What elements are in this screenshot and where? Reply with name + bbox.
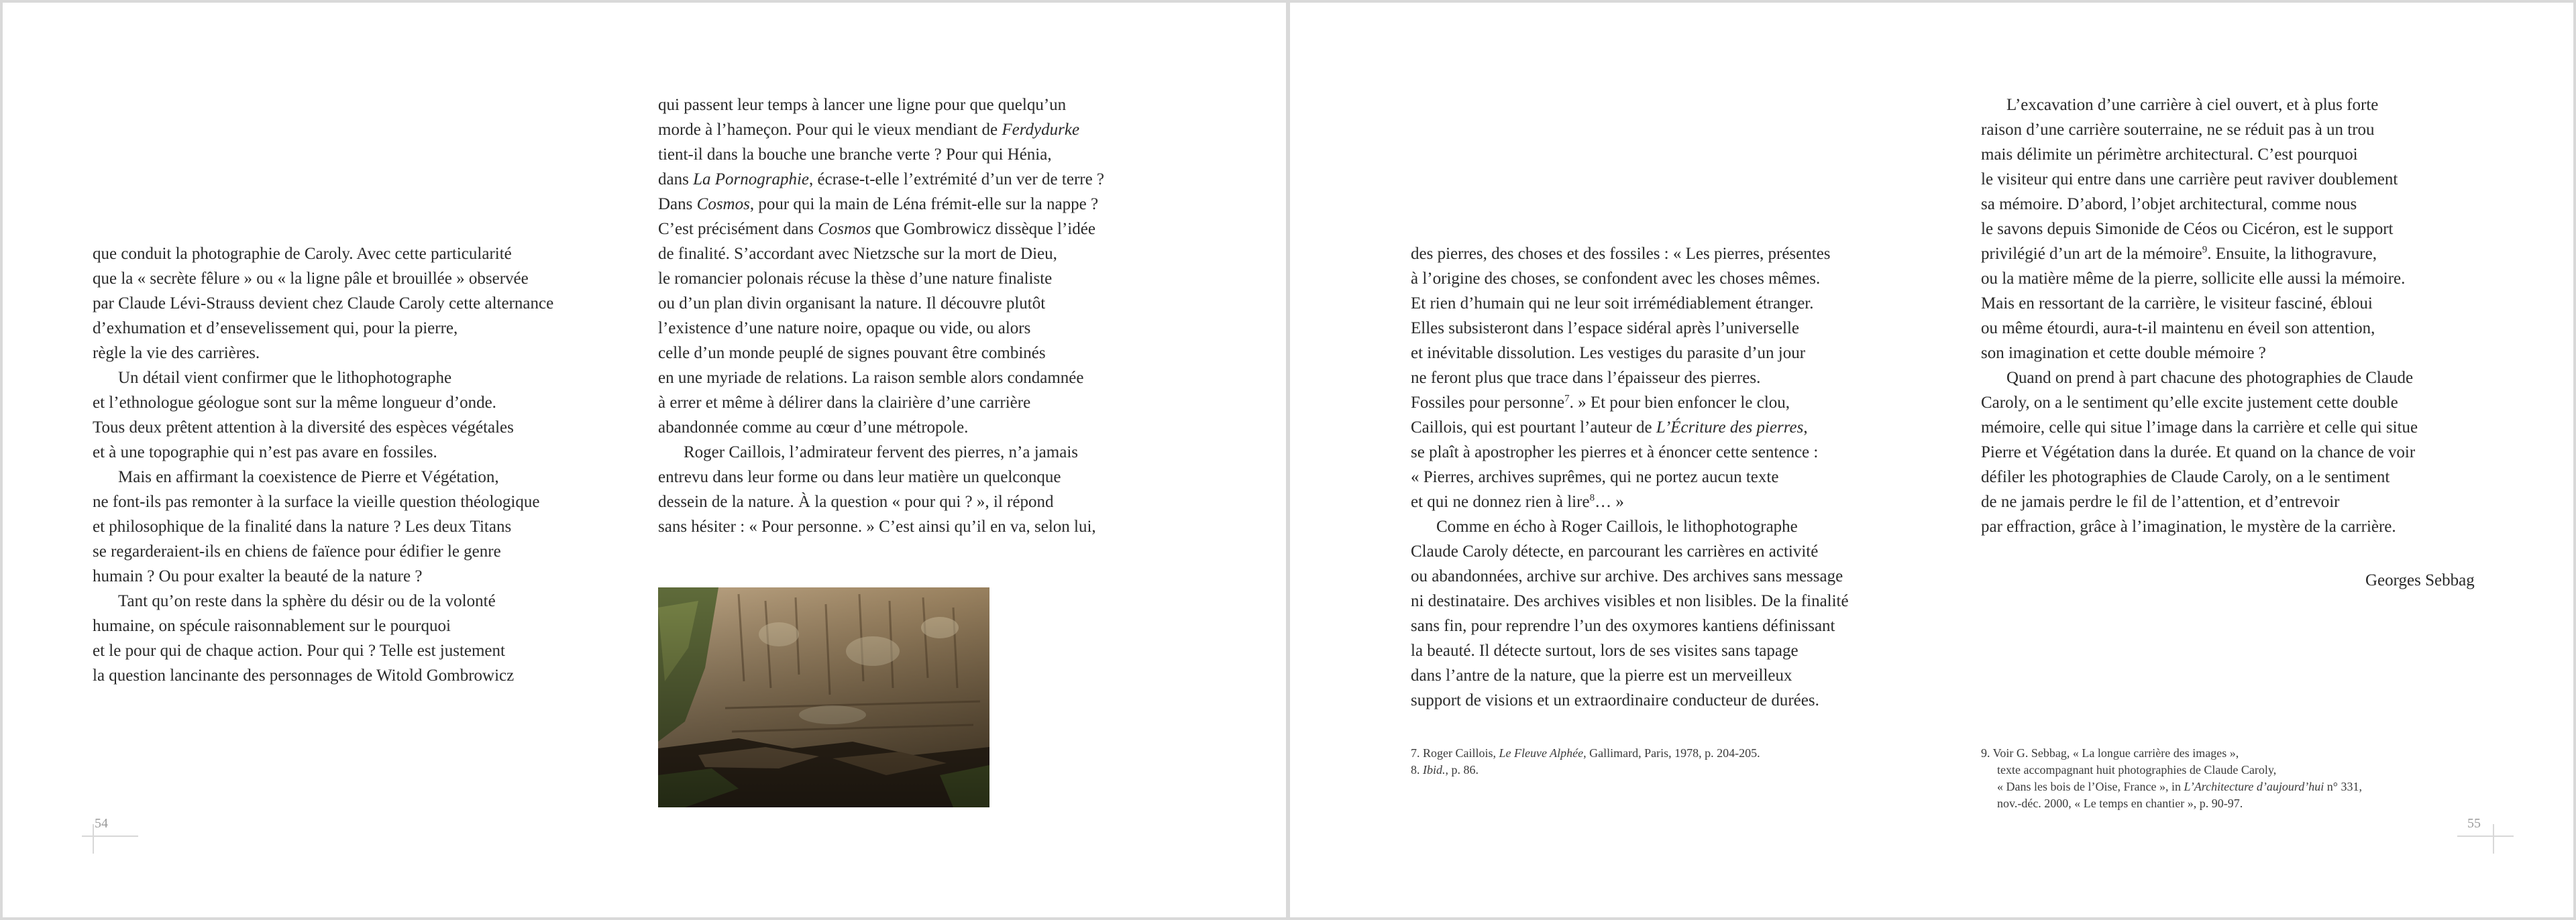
text-line: et le pour qui de chaque action. Pour qui ? Telle est justement — [93, 642, 505, 660]
text-line: ou abandonnées, archive sur archive. Des archives sans message — [1411, 567, 1843, 585]
text-line: abandonnée comme au cœur d’une métropole. — [658, 418, 969, 437]
text-line: que conduit la photographie de Caroly. Avec cette particularité — [93, 245, 512, 263]
text-line: Mais en ressortant de la carrière, le visiteur fasciné, ébloui — [1981, 294, 2373, 312]
text-line: et philosophique de la finalité dans la nature ? Les deux Titans — [93, 518, 512, 536]
text-line: privilégié d’un art de la mémoire$^9$. Ensuite, la lithogravure, — [1981, 244, 2377, 263]
text-line: qui passent leur temps à lancer une ligne pour que quelqu’un — [658, 96, 1067, 114]
text-line: la question lancinante des personnages de Witold Gombrowicz — [93, 667, 515, 685]
text-line: celle d’un monde peuplé de signes pouvant être combinés — [658, 344, 1046, 362]
text-line: mémoire, celle qui situe l’image dans la carrière et celle qui situe — [1981, 418, 2418, 437]
footnotes-right — [1981, 745, 2504, 812]
text-line: mais délimite un périmètre architectural. C’est pourquoi — [1981, 146, 2358, 164]
footnote-line: 9. Voir G. Sebbag, « La longue carrière des images », — [1981, 746, 2239, 760]
footnote-line: nov.-déc. 2000, « Le temps en chantier », p. 90-97. — [1997, 797, 2243, 810]
text-line: support de visions et un extraordinaire conducteur de durées. — [1411, 691, 1819, 709]
text-line: par Claude Lévi-Strauss devient chez Claude Caroly cette alternance — [93, 294, 554, 312]
text-line: de ne jamais perdre le fil de l’attention, et d’entrevoir — [1981, 493, 2340, 511]
text-line: et l’ethnologue géologue sont sur la même longueur d’onde. — [93, 394, 496, 412]
text-line: sa mémoire. D’abord, l’objet architectural, comme nous — [1981, 195, 2357, 213]
right-page-column-1 — [1411, 241, 1927, 713]
text-line: Claude Caroly détecte, en parcourant les carrières en activité — [1411, 542, 1819, 561]
text-line: « Pierres, archives suprêmes, qui ne portez aucun texte — [1411, 468, 1779, 486]
text-line: se plaît à apostropher les pierres et à énoncer cette sentence : — [1411, 443, 1819, 461]
text-line: Fossiles pour personne$^7$. » Et pour bien enfoncer le clou, — [1411, 393, 1790, 412]
page-number-left: 54 — [95, 816, 108, 831]
text-line: Mais en affirmant la coexistence de Pierre et Végétation, — [118, 468, 499, 486]
text-line: tient-il dans la bouche une branche verte ? Pour qui Hénia, — [658, 146, 1052, 164]
text-line: humain ? Ou pour exalter la beauté de la nature ? — [93, 567, 423, 585]
text-line: Pierre et Végétation dans la durée. Et quand on la chance de voir — [1981, 443, 2416, 461]
crop-mark-right-h — [2457, 836, 2514, 837]
left-page — [3, 3, 1286, 917]
text-line: ou la matière même de la pierre, sollicite elle aussi la mémoire. — [1981, 270, 2406, 288]
quarry-rock-face-image — [658, 587, 989, 807]
right-page-column-2 — [1981, 93, 2504, 539]
text-line: dans La Pornographie, écrase-t-elle l’extrémité d’un ver de terre ? — [658, 170, 1105, 188]
text-line: ou d’un plan divin organisant la nature. Il découvre plutôt — [658, 294, 1046, 312]
text-line: par effraction, grâce à l’imagination, le mystère de la carrière. — [1981, 518, 2396, 536]
text-line: à l’origine des choses, se confondent avec les choses mêmes. — [1411, 270, 1821, 288]
text-line: en une myriade de relations. La raison semble alors condamnée — [658, 369, 1084, 387]
text-line: défiler les photographies de Claude Caroly, on a le sentiment — [1981, 468, 2390, 486]
text-line: ou même étourdi, aura-t-il maintenu en éveil son attention, — [1981, 319, 2375, 337]
text-line: son imagination et cette double mémoire ? — [1981, 344, 2266, 362]
text-line: Caillois, qui est pourtant l’auteur de L’Écriture des pierres, — [1411, 418, 1808, 437]
text-line: la beauté. Il détecte surtout, lors de ses visites sans tapage — [1411, 642, 1799, 660]
text-line: Un détail vient confirmer que le lithophotographe — [118, 369, 452, 387]
text-line: ne feront plus que trace dans l’épaisseur des pierres. — [1411, 369, 1761, 387]
crop-mark-left-v — [93, 824, 94, 854]
text-line: et qui ne donnez rien à lire$^8$… » — [1411, 492, 1624, 511]
text-line: de finalité. S’accordant avec Nietzsche sur la mort de Dieu, — [658, 245, 1057, 263]
crop-mark-left-h — [82, 836, 138, 837]
text-line: L’excavation d’une carrière à ciel ouvert, et à plus forte — [2006, 96, 2379, 114]
footnote-line: 8. Ibid., p. 86. — [1411, 763, 1479, 777]
text-line: sans fin, pour reprendre l’un des oxymores kantiens définissant — [1411, 617, 1835, 635]
text-line: Quand on prend à part chacune des photographies de Claude — [2006, 369, 2414, 387]
text-line: à errer et même à délirer dans la clairière d’une carrière — [658, 394, 1031, 412]
text-line: Dans Cosmos, pour qui la main de Léna frémit-elle sur la nappe ? — [658, 195, 1099, 213]
text-line: humaine, on spécule raisonnablement sur le pourquoi — [93, 617, 451, 635]
text-line: Comme en écho à Roger Caillois, le lithophotographe — [1436, 518, 1798, 536]
text-line: Tant qu’on reste dans la sphère du désir ou de la volonté — [118, 592, 496, 610]
text-line: sans hésiter : « Pour personne. » C’est ainsi qu’il en va, selon lui, — [658, 518, 1096, 536]
text-line: Roger Caillois, l’admirateur fervent des pierres, n’a jamais — [684, 443, 1078, 461]
quarry-photograph — [658, 587, 989, 807]
text-line: se regarderaient-ils en chiens de faïence pour édifier le genre — [93, 542, 501, 561]
text-line: l’existence d’une nature noire, opaque ou vide, ou alors — [658, 319, 1031, 337]
crop-mark-right-v — [2493, 824, 2494, 854]
text-line: ni destinataire. Des archives visibles et non lisibles. De la finalité — [1411, 592, 1849, 610]
text-line: le visiteur qui entre dans une carrière peut raviver doublement — [1981, 170, 2398, 188]
text-line: et à une topographie qui n’est pas avare en fossiles. — [93, 443, 437, 461]
text-line: d’exhumation et d’ensevelissement qui, pour la pierre, — [93, 319, 458, 337]
author-signature: Georges Sebbag — [2365, 571, 2475, 589]
text-line: et inévitable dissolution. Les vestiges du parasite d’un jour — [1411, 344, 1806, 362]
text-line: dessein de la nature. À la question « pour qui ? », il répond — [658, 493, 1054, 511]
left-page-column-1 — [93, 241, 602, 688]
text-line: le romancier polonais récuse la thèse d’une nature finaliste — [658, 270, 1053, 288]
text-line: raison d’une carrière souterraine, ne se réduit pas à un trou — [1981, 121, 2375, 139]
text-line: Tous deux prêtent attention à la diversité des espèces végétales — [93, 418, 514, 437]
text-line: Caroly, on a le sentiment qu’elle excite justement cette double — [1981, 394, 2398, 412]
text-line: C’est précisément dans Cosmos que Gombrowicz dissèque l’idée — [658, 220, 1095, 238]
footnote-line: 7. Roger Caillois, Le Fleuve Alphée, Gallimard, Paris, 1978, p. 204-205. — [1411, 746, 1760, 760]
text-line: Et rien d’humain qui ne leur soit irrémédiablement étranger. — [1411, 294, 1814, 312]
right-page — [1290, 3, 2573, 917]
text-line: Elles subsisteront dans l’espace sidéral après l’universelle — [1411, 319, 1799, 337]
footnote-line: texte accompagnant huit photographies de Claude Caroly, — [1997, 763, 2277, 777]
page-number-right: 55 — [2467, 816, 2481, 831]
text-line: ne font-ils pas remonter à la surface la vieille question théologique — [93, 493, 540, 511]
text-line: morde à l’hameçon. Pour qui le vieux mendiant de Ferdydurke — [658, 121, 1080, 139]
text-line: règle la vie des carrières. — [93, 344, 260, 362]
text-line: des pierres, des choses et des fossiles : « Les pierres, présentes — [1411, 245, 1831, 263]
footnote-line: « Dans les bois de l’Oise, France », in L’Architecture d’aujourd’hui n° 331, — [1997, 780, 2362, 793]
text-line: le savons depuis Simonide de Céos ou Cicéron, est le support — [1981, 220, 2394, 238]
text-line: que la « secrète fêlure » ou « la ligne pâle et brouillée » observée — [93, 270, 529, 288]
left-page-column-2 — [658, 93, 1175, 539]
text-line: dans l’antre de la nature, que la pierre est un merveilleux — [1411, 667, 1792, 685]
text-line: entrevu dans leur forme ou dans leur matière un quelconque — [658, 468, 1061, 486]
footnotes-left — [1411, 745, 1921, 779]
